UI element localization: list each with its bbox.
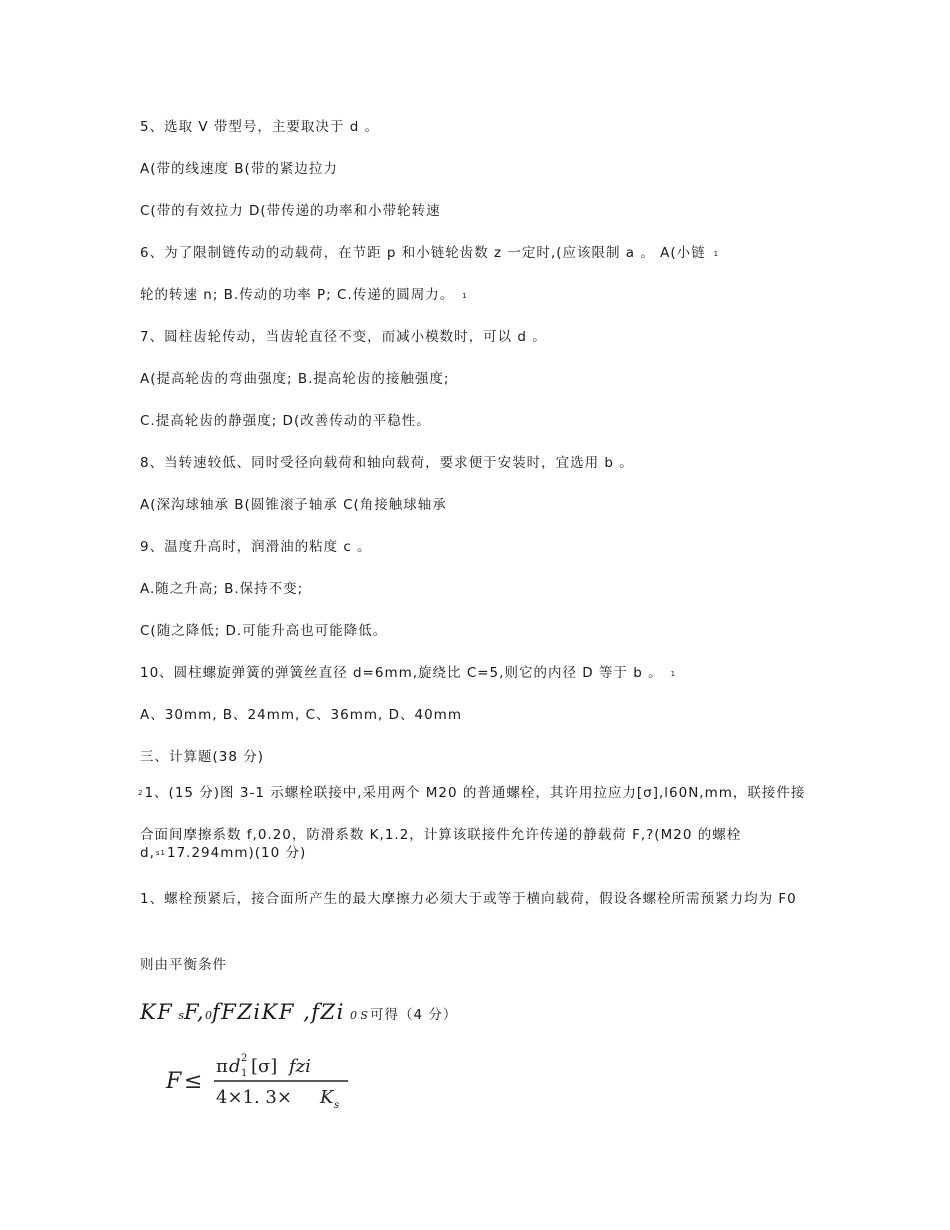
formula-denominator: 4×1. 3×	[216, 1087, 292, 1108]
formula-sigma: [σ]	[251, 1056, 278, 1077]
section-heading: 三、计算题(38 分)	[140, 749, 265, 765]
q6-mark: 1	[713, 250, 720, 258]
formula-fzi: fzi	[289, 1056, 311, 1077]
q6-text: 6、为了限制链传动的动载荷，在节距 p 和小链轮齿数 z 一定时,(应该限制 a 。 A(小链 1	[140, 245, 720, 261]
q10-text: 10、圆柱螺旋弹簧的弹簧丝直径 d=6mm,旋绕比 C=5,则它的内径 D 等于 b 。 1	[140, 665, 677, 681]
q5-options-ab: A(带的线速度 B(带的紧边拉力	[140, 161, 338, 177]
formula-k: K	[320, 1087, 334, 1108]
load-formula-image	[162, 1048, 362, 1112]
calc1-text-cont: 合面间摩擦系数 f,0.20，防滑系数 K,1.2，计算该联接件允许传递的静载荷 F,?(M20 的螺栓 d,s117.294mm)(10 分)	[140, 827, 742, 861]
formula-k-sub: s	[334, 1100, 340, 1111]
q5-text: 5、选取 V 带型号，主要取决于 d 。	[140, 119, 380, 135]
calc1-text: 21、(15 分)图 3-1 示螺栓联接中,采用两个 M20 的普通螺栓，其许用拉应力[σ],l60N,mm，联接件接	[138, 785, 806, 801]
formula-pi: π	[216, 1056, 228, 1077]
solution-balance: 则由平衡条件	[140, 957, 227, 973]
q7-text: 7、圆柱齿轮传动，当齿轮直径不变，而减小模数时，可以 d 。	[140, 329, 547, 345]
q7-options-ab: A(提高轮齿的弯曲强度; B.提高轮齿的接触强度;	[140, 371, 450, 387]
q9-options-cd: C(随之降低; D.可能升高也可能降低。	[140, 623, 388, 639]
q6-options-mark: 1	[462, 292, 468, 300]
calc1-d-sub: s1	[155, 849, 166, 857]
q9-options-ab: A.随之升高; B.保持不变;	[140, 581, 304, 597]
q7-options-cd: C.提高轮齿的静强度; D(改善传动的平稳性。	[140, 413, 431, 429]
q8-text: 8、当转速较低、同时受径向载荷和轴向载荷，要求便于安装时，宜选用 b 。	[140, 455, 634, 471]
q9-text: 9、温度升高时，润滑油的粘度 c 。	[140, 539, 372, 555]
formula-lhs: F	[166, 1069, 182, 1094]
formula-relation: ≤	[184, 1069, 203, 1094]
q5-options-cd: C(带的有效拉力 D(带传递的功率和小带轮转速	[140, 203, 441, 219]
q10-options: A、30mm, B、24mm, C、36mm, D、40mm	[140, 707, 462, 723]
formula-d-sub: 1	[241, 1068, 248, 1079]
formula-d: d	[229, 1056, 241, 1077]
q6-options: 轮的转速 n; B.传动的功率 P; C.传递的圆周力。 1	[140, 287, 468, 303]
q10-mark: 1	[670, 670, 677, 678]
q8-options: A(深沟球轴承 B(圆锥滚子轴承 C(角接触球轴承	[140, 497, 447, 513]
balance-equation: KF sF,0fFZiKF ,fZi 0 S 可得（4 分）	[140, 1000, 458, 1024]
calc1-prefix-mark: 2	[138, 789, 144, 797]
solution-step1: 1、螺栓预紧后，接合面所产生的最大摩擦力必须大于或等于横向载荷，假设各螺栓所需预紧力均为 F0	[140, 891, 797, 907]
formula-d-sup: 2	[241, 1053, 248, 1064]
